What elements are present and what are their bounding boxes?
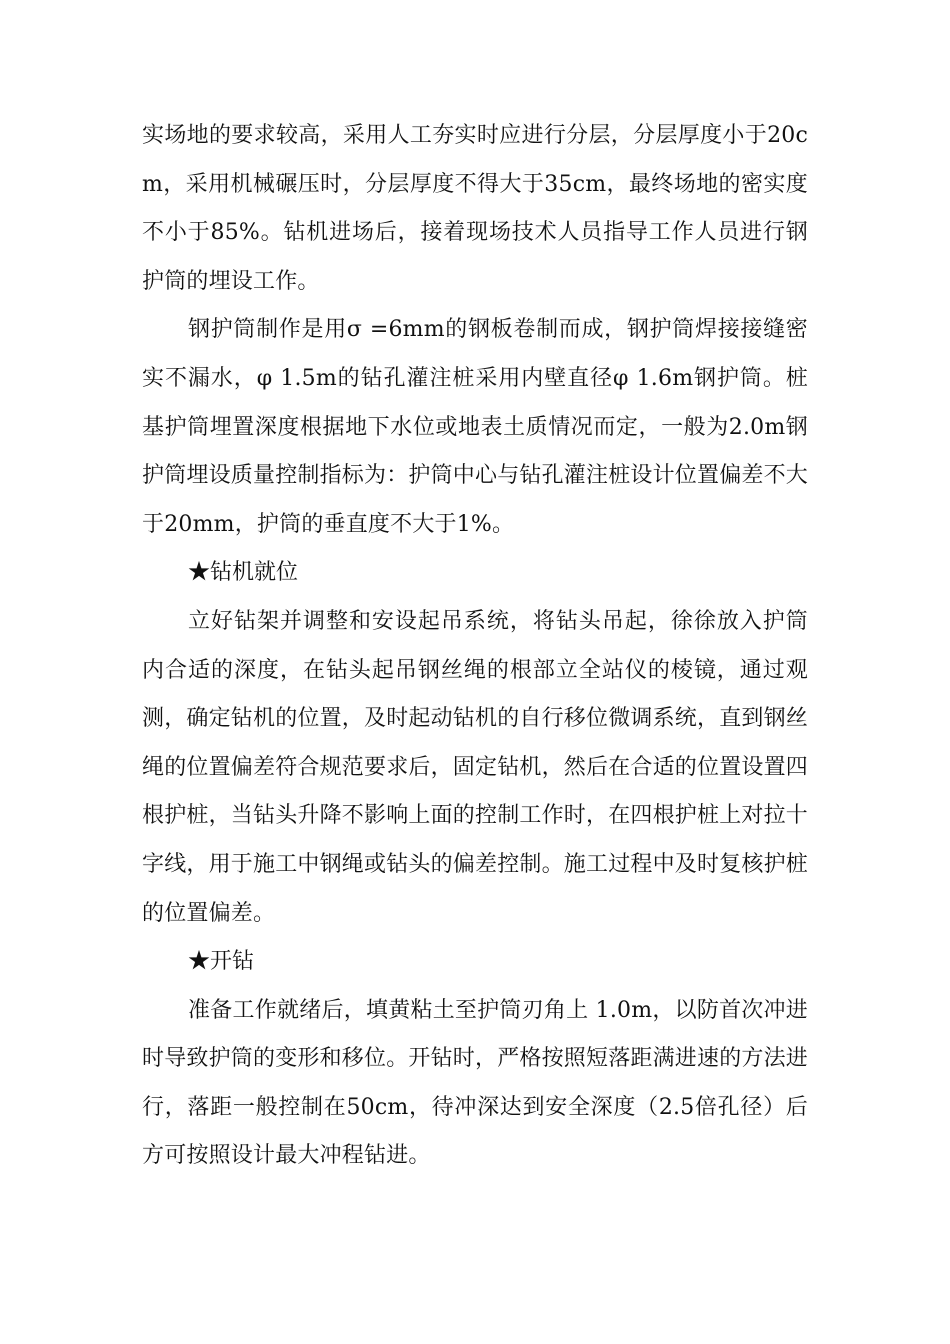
paragraph-site-compaction: 实场地的要求较高，采用人工夯实时应进行分层，分层厚度小于20cm，采用机械碾压时，分层厚度不得大于35cm，最终场地的密实度不小于85%。钻机进场后，接着现场技术人员指导工作人员进行钢护筒的埋设工作。 bbox=[142, 123, 808, 294]
section-heading-drill-positioning: ★钻机就位 bbox=[188, 560, 299, 586]
paragraph-drill-positioning: 立好钻架并调整和安设起吊系统，将钻头吊起，徐徐放入护筒内合适的深度，在钻头起吊钢丝绳的根部立全站仪的棱镜，通过观测，确定钻机的位置，及时起动钻机的自行移位微调系统，直到钢丝绳的位置偏差符合规范要求后，固定钻机，然后在合适的位置设置四根护桩，当钻头升降不影响上面的控制工作时，在四根护桩上对拉十字线，用于施工中钢绳或钻头的偏差控制。施工过程中及时复核护桩的位置偏差。 bbox=[142, 608, 809, 926]
paragraph-start-drilling: 准备工作就绪后，填黄粘土至护筒刃角上 1.0m，以防首次冲进时导致护筒的变形和移位。开钻时，严格按照短落距满进速的方法进行，落距一般控制在50cm，待冲深达到安全深度（2.5倍孔径）后方可按照设计最大冲程钻进。 bbox=[142, 997, 809, 1169]
paragraph-steel-casing: 钢护筒制作是用σ =6mm的钢板卷制而成，钢护筒焊接接缝密实不漏水，φ 1.5m的钻孔灌注桩采用内壁直径φ 1.6m钢护筒。桩基护筒埋置深度根据地下水位或地表土质情况而定，一般为2.0m钢护筒埋设质量控制指标为：护筒中心与钻孔灌注桩设计位置偏差不大于20mm，护筒的垂直度不大于1%。 bbox=[142, 317, 809, 537]
document-body bbox=[142, 112, 808, 1181]
section-heading-start-drilling: ★开钻 bbox=[188, 949, 255, 975]
